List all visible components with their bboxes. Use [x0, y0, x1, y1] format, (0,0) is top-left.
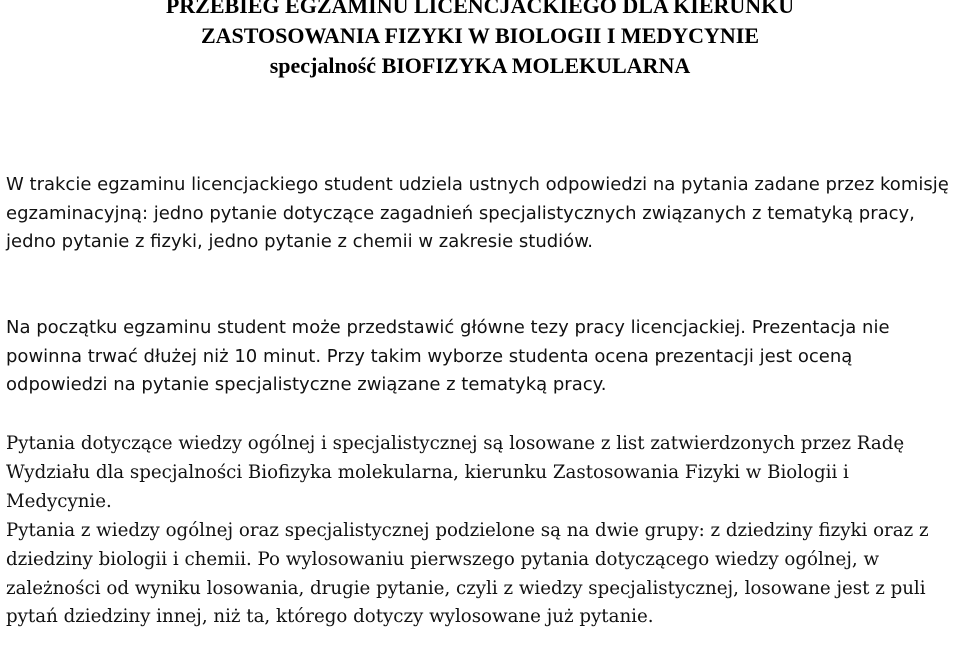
title-line-1: PRZEBIEG EGZAMINU LICENCJACKIEGO DLA KIERUNKU	[165, 0, 795, 18]
paragraph-question-groups	[6, 517, 956, 632]
paragraph-question-lists	[6, 430, 956, 516]
document-title	[0, 0, 960, 81]
title-line-2: ZASTOSOWANIA FIZYKI W BIOLOGII I MEDYCYNIE	[200, 23, 760, 48]
paragraph-text: W trakcie egzaminu licencjackiego student udziela ustnych odpowiedzi na pytania zadane przez komisję egzaminacyjną: jedno pytanie dotyczące zagadnień specjalistycznych związanych z tematyką pracy, jedno pytanie z fizyki, jedno pytanie z chemii w zakresie studiów.	[6, 174, 949, 252]
paragraph-text: Pytania dotyczące wiedzy ogólnej i specjalistycznej są losowane z list zatwierdzonych przez Radę Wydziału dla specjalności Biofizyka molekularna, kierunku Zastosowania Fizyki w Biologii i Medycynie.	[6, 433, 905, 512]
paragraph-text: Pytania z wiedzy ogólnej oraz specjalistycznej podzielone są na dwie grupy: z dziedziny fizyki oraz z dziedziny biologii i chemii. Po wylosowaniu pierwszego pytania dotyczącego wiedzy ogólnej, w zależności od wyniku losowania, drugie pytanie, czyli z wiedzy specjalistycznej, losowane jest z puli pytań dziedziny innej, niż ta, którego dotyczy wylosowane już pytanie.	[6, 520, 929, 628]
paragraph-exam-procedure	[6, 171, 956, 257]
paragraph-text: Na początku egzaminu student może przedstawić główne tezy pracy licencjackiej. Prezentacja nie powinna trwać dłużej niż 10 minut. Przy takim wyborze studenta ocena prezentacji jest oceną odpowiedzi na pytanie specjalistyczne związane z tematyką pracy.	[6, 317, 890, 395]
paragraph-presentation	[6, 314, 956, 400]
title-line-3: specjalność BIOFIZYKA MOLEKULARNA	[269, 53, 691, 78]
